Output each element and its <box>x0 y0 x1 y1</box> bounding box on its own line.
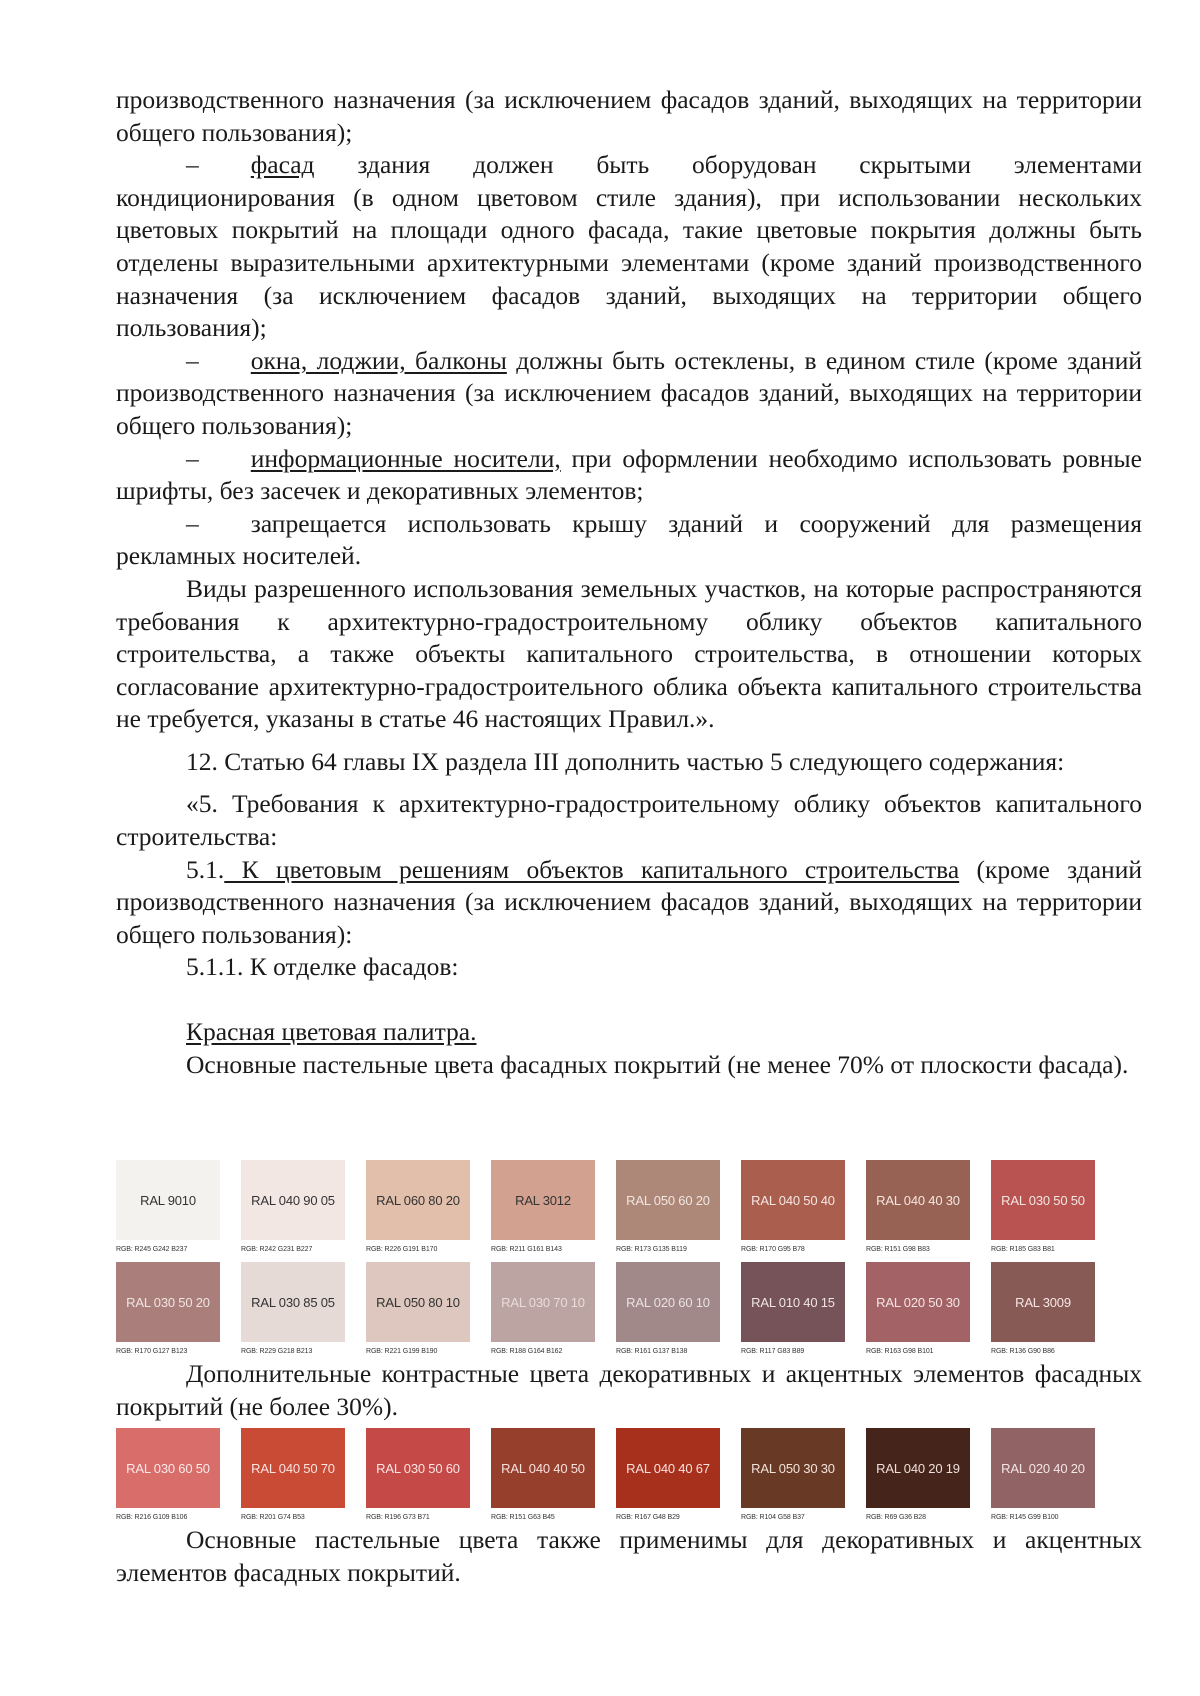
underlined-term: информационные носители, <box>250 443 561 473</box>
color-swatch <box>116 1428 241 1532</box>
swatch-color-block: RAL 030 50 20 <box>116 1262 220 1342</box>
swatch-rgb-label: RGB: R117 G83 B89 <box>741 1348 805 1355</box>
swatch-rgb-label: RGB: R211 G161 B143 <box>491 1246 562 1253</box>
color-swatch <box>366 1262 491 1366</box>
swatch-rgb-label: RGB: R170 G127 B123 <box>116 1348 188 1355</box>
color-swatch <box>991 1160 1116 1264</box>
closing-block <box>116 1524 1142 1589</box>
color-swatch <box>741 1428 866 1532</box>
clause-number: 5.1. <box>186 854 225 884</box>
swatch-rgb-label: RGB: R216 G109 B106 <box>116 1514 188 1521</box>
swatch-rgb-label: RGB: R161 G137 B138 <box>616 1348 688 1355</box>
list-item-windows <box>116 345 1142 443</box>
color-swatch <box>241 1160 366 1264</box>
color-swatch <box>491 1428 616 1532</box>
list-item-info-carriers <box>116 443 1142 508</box>
swatch-color-block: RAL 030 70 10 <box>491 1262 595 1342</box>
swatch-rgb-label: RGB: R145 G99 B100 <box>991 1514 1059 1521</box>
color-swatch <box>491 1262 616 1366</box>
contrast-heading: Дополнительные контрастные цвета декоративных и акцентных элементов фасадных покрытий (не более 30%). <box>116 1359 1142 1421</box>
swatch-rgb-label: RGB: R226 G191 B170 <box>366 1246 438 1253</box>
dash-marker: – <box>186 150 199 180</box>
swatch-color-block: RAL 020 50 30 <box>866 1262 970 1342</box>
swatch-color-block: RAL 3012 <box>491 1160 595 1240</box>
color-swatch <box>366 1160 491 1264</box>
swatch-color-block: RAL 030 60 50 <box>116 1428 220 1508</box>
dash-marker: – <box>186 345 199 375</box>
swatch-color-block: RAL 040 50 40 <box>741 1160 845 1240</box>
color-swatch <box>866 1428 991 1532</box>
swatch-color-block: RAL 040 20 19 <box>866 1428 970 1508</box>
swatch-rgb-label: RGB: R173 G135 B119 <box>616 1246 687 1253</box>
swatch-color-block: RAL 9010 <box>116 1160 220 1240</box>
swatch-rgb-label: RGB: R201 G74 B53 <box>241 1514 305 1521</box>
closing-paragraph: Основные пастельные цвета также применимы для декоративных и акцентных элементов фасадных покрытий. <box>116 1525 1142 1587</box>
palette-heading <box>116 1016 1142 1049</box>
swatch-rgb-label: RGB: R170 G95 B78 <box>741 1246 805 1253</box>
swatch-color-block: RAL 3009 <box>991 1262 1095 1342</box>
palette-heading-text: Красная цветовая палитра. <box>186 1017 477 1047</box>
swatch-rgb-label: RGB: R221 G199 B190 <box>366 1348 438 1355</box>
list-item-facade <box>116 149 1142 345</box>
color-swatch <box>366 1428 491 1532</box>
swatch-color-block: RAL 020 40 20 <box>991 1428 1095 1508</box>
swatch-color-block: RAL 050 60 20 <box>616 1160 720 1240</box>
main-palette-row-2 <box>116 1262 1116 1366</box>
swatch-color-block: RAL 040 40 30 <box>866 1160 970 1240</box>
swatch-rgb-label: RGB: R185 G83 B81 <box>991 1246 1055 1253</box>
swatch-rgb-label: RGB: R196 G73 B71 <box>366 1514 430 1521</box>
underlined-term: окна, лоджии, балконы <box>250 345 507 375</box>
dash-marker: – <box>186 443 199 473</box>
swatch-rgb-label: RGB: R151 G63 B45 <box>491 1514 555 1521</box>
color-swatch <box>991 1262 1116 1366</box>
swatch-rgb-label: RGB: R188 G164 B162 <box>491 1348 563 1355</box>
dash-marker: – <box>186 508 199 538</box>
palette-description: Основные пастельные цвета фасадных покрытий (не менее 70% от плоскости фасада). <box>186 1049 1129 1079</box>
paragraph-item-5-1-1: 5.1.1. К отделке фасадов: <box>186 952 459 982</box>
paragraph-item-5-1 <box>116 854 1142 952</box>
swatch-rgb-label: RGB: R245 G242 B237 <box>116 1246 188 1253</box>
swatch-color-block: RAL 030 50 60 <box>366 1428 470 1508</box>
swatch-rgb-label: RGB: R136 G90 B86 <box>991 1348 1055 1355</box>
swatch-rgb-label: RGB: R151 G98 B83 <box>866 1246 930 1253</box>
swatch-color-block: RAL 010 40 15 <box>741 1262 845 1342</box>
color-swatch <box>616 1160 741 1264</box>
color-swatch <box>116 1160 241 1264</box>
swatch-color-block: RAL 050 30 30 <box>741 1428 845 1508</box>
swatch-color-block: RAL 040 50 70 <box>241 1428 345 1508</box>
swatch-rgb-label: RGB: R167 G48 B29 <box>616 1514 680 1521</box>
list-item-roof <box>116 508 1142 573</box>
underlined-term: фасад <box>250 150 315 180</box>
color-swatch <box>616 1262 741 1366</box>
swatch-color-block: RAL 040 40 50 <box>491 1428 595 1508</box>
list-item-text: должны быть остеклены, в едином стиле (кроме зданий производственного назначения (за исключением фасадов зданий, выходящих на территории общего пользования); <box>116 345 1142 440</box>
contrast-palette-row <box>116 1428 1116 1532</box>
color-swatch <box>116 1262 241 1366</box>
color-swatch <box>991 1428 1116 1532</box>
paragraph: Виды разрешенного использования земельных участков, на которые распространяются требования к архитектурно-градостроительному облику объектов капитального строительства, а также объекты капитального строительства, в отношении которых согласование архитектурно-градостроительного облика объекта капитального строительства не требуется, указаны в статье 46 настоящих Правил.». <box>116 573 1142 734</box>
list-item-text: здания должен быть оборудован скрытыми элементами кондиционирования (в одном цветовом стиле здания), при использовании нескольких цветовых покрытий на площади одного фасада, такие цветовые покрытия должны быть отделены выразительными архитектурными элементами (кроме зданий производственного назначения (за исключением фасадов зданий, выходящих на территории общего пользования); <box>116 150 1142 343</box>
swatch-color-block: RAL 060 80 20 <box>366 1160 470 1240</box>
list-item-text: запрещается использовать крышу зданий и сооружений для размещения рекламных носителей. <box>116 508 1142 571</box>
main-palette-row-1 <box>116 1160 1116 1264</box>
contrast-heading-block <box>116 1358 1142 1423</box>
paragraph: производственного назначения (за исключением фасадов зданий, выходящих на территории общего пользования); <box>116 85 1142 147</box>
color-swatch <box>491 1160 616 1264</box>
swatch-rgb-label: RGB: R242 G231 B227 <box>241 1246 313 1253</box>
swatch-color-block: RAL 030 50 50 <box>991 1160 1095 1240</box>
color-swatch <box>866 1160 991 1264</box>
paragraph-item-12: 12. Статью 64 главы IX раздела III дополнить частью 5 следующего содержания: <box>186 746 1065 776</box>
underlined-term: К цветовым решениям объектов капитального строительства <box>224 854 960 884</box>
swatch-color-block: RAL 040 40 67 <box>616 1428 720 1508</box>
clause-text: (кроме зданий производственного назначения (за исключением фасадов зданий, выходящих на территории общего пользования): <box>116 854 1142 949</box>
swatch-color-block: RAL 030 85 05 <box>241 1262 345 1342</box>
swatch-rgb-label: RGB: R163 G98 B101 <box>866 1348 934 1355</box>
color-swatch <box>241 1262 366 1366</box>
swatch-color-block: RAL 050 80 10 <box>366 1262 470 1342</box>
document-body-top <box>116 84 1142 1081</box>
color-swatch <box>866 1262 991 1366</box>
swatch-rgb-label: RGB: R104 G58 B37 <box>741 1514 805 1521</box>
swatch-color-block: RAL 020 60 10 <box>616 1262 720 1342</box>
color-swatch <box>616 1428 741 1532</box>
paragraph-item-5: «5. Требования к архитектурно-градостроительному облику объектов капитального строительства: <box>116 789 1142 852</box>
swatch-rgb-label: RGB: R69 G36 B28 <box>866 1514 926 1521</box>
color-swatch <box>741 1262 866 1366</box>
color-swatch <box>741 1160 866 1264</box>
color-swatch <box>241 1428 366 1532</box>
swatch-color-block: RAL 040 90 05 <box>241 1160 345 1240</box>
list-item-text: при оформлении необходимо использовать ровные шрифты, без засечек и декоративных элементов; <box>116 443 1142 506</box>
swatch-rgb-label: RGB: R229 G218 B213 <box>241 1348 313 1355</box>
